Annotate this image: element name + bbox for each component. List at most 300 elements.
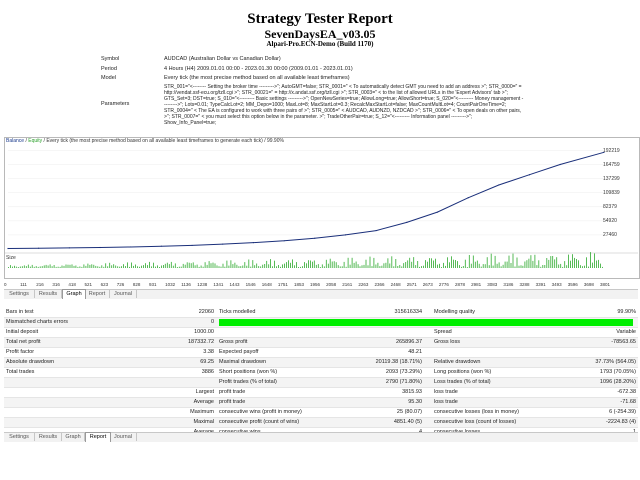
volume-bar bbox=[211, 263, 212, 268]
volume-bar bbox=[246, 266, 247, 268]
total-trades-label: Total trades bbox=[6, 369, 35, 375]
volume-bar bbox=[495, 256, 496, 268]
volume-bar bbox=[405, 262, 406, 268]
volume-bar bbox=[427, 262, 428, 268]
volume-bar bbox=[439, 264, 440, 268]
x-tick-label: 521 bbox=[84, 282, 93, 287]
volume-bar bbox=[250, 267, 251, 268]
expected-payoff-label: Expected payoff bbox=[219, 349, 259, 355]
volume-bar bbox=[332, 262, 333, 269]
max-cons-losses-value: 6 (-254.39) bbox=[609, 409, 636, 415]
volume-bar bbox=[30, 267, 31, 268]
volume-bar bbox=[18, 267, 19, 268]
volume-bar bbox=[413, 257, 414, 268]
volume-bar bbox=[260, 266, 261, 268]
volume-bar bbox=[350, 265, 351, 268]
volume-bar bbox=[324, 266, 325, 268]
top-tab-journal[interactable]: Journal bbox=[110, 290, 137, 298]
volume-bar bbox=[68, 265, 69, 268]
volume-bar bbox=[268, 264, 269, 268]
bottom-tab-results[interactable]: Results bbox=[35, 433, 62, 441]
volume-bar bbox=[401, 266, 402, 268]
balance-point bbox=[222, 244, 223, 245]
top-tab-graph[interactable]: Graph bbox=[62, 289, 86, 299]
volume-bar bbox=[8, 267, 9, 268]
volume-bar bbox=[189, 263, 190, 268]
volume-bar bbox=[14, 266, 15, 268]
max-cons-loss-value: -2224.83 (4) bbox=[606, 419, 636, 425]
volume-bar bbox=[437, 265, 438, 268]
volume-bar bbox=[157, 265, 158, 268]
y-tick-label: 27460 bbox=[603, 231, 617, 238]
volume-bar bbox=[511, 263, 512, 268]
volume-bar bbox=[143, 265, 144, 268]
volume-bar bbox=[393, 266, 394, 268]
volume-bar bbox=[326, 260, 327, 268]
table-row bbox=[4, 398, 638, 408]
volume-bar bbox=[294, 265, 295, 268]
balance-point bbox=[437, 212, 438, 213]
volume-bar bbox=[141, 266, 142, 268]
volume-bar bbox=[169, 264, 170, 268]
volume-bar bbox=[159, 267, 160, 268]
volume-bar bbox=[340, 266, 341, 268]
net-profit-value: 187332.72 bbox=[188, 339, 214, 345]
volume-bar bbox=[167, 263, 168, 268]
max-drawdown-value: 20119.38 (18.71%) bbox=[375, 359, 422, 365]
balance-point bbox=[130, 246, 131, 247]
volume-bar bbox=[244, 262, 245, 268]
volume-bar bbox=[205, 262, 206, 268]
volume-bar bbox=[229, 266, 230, 268]
x-tick-label: 111 bbox=[20, 282, 27, 287]
volume-bar bbox=[572, 254, 573, 268]
x-tick-label: 2058 bbox=[326, 282, 337, 287]
maximum-label: Maximum bbox=[190, 409, 214, 415]
volume-bar bbox=[272, 266, 273, 268]
tab-bar-top bbox=[4, 289, 638, 299]
balance-point bbox=[406, 222, 407, 223]
volume-bar bbox=[354, 263, 355, 268]
volume-bar bbox=[384, 263, 385, 268]
volume-bar bbox=[602, 267, 603, 268]
volume-bar bbox=[590, 252, 591, 268]
volume-bar bbox=[431, 258, 432, 268]
volume-bar bbox=[505, 262, 506, 268]
volume-bar bbox=[312, 262, 313, 268]
x-tick-label: 1341 bbox=[213, 282, 224, 287]
bottom-tab-settings[interactable]: Settings bbox=[4, 433, 35, 441]
volume-bar bbox=[179, 267, 180, 268]
volume-bar bbox=[95, 266, 96, 268]
volume-bar bbox=[151, 266, 152, 268]
volume-bar bbox=[88, 264, 89, 268]
volume-bar bbox=[84, 264, 85, 268]
x-tick-label: 1032 bbox=[165, 282, 176, 287]
x-tick-label: 2776 bbox=[438, 282, 449, 287]
max-cons-loss-label: consecutive loss (count of losses) bbox=[434, 419, 517, 425]
chart-header-sep: / bbox=[24, 138, 29, 144]
chart-plot bbox=[4, 137, 638, 277]
volume-bar bbox=[56, 267, 57, 268]
volume-bar bbox=[465, 260, 466, 268]
mismatched-label: Mismatched charts errors bbox=[6, 319, 69, 325]
volume-bar bbox=[356, 262, 357, 269]
volume-bar bbox=[411, 262, 412, 268]
volume-bar bbox=[121, 266, 122, 268]
balance-point bbox=[560, 164, 561, 165]
volume-bar bbox=[38, 267, 39, 268]
average-label: Average bbox=[193, 399, 214, 405]
volume-bar bbox=[225, 267, 226, 268]
bars-value: 22060 bbox=[198, 309, 214, 315]
volume-bar bbox=[556, 257, 557, 268]
x-tick-label: 3083 bbox=[487, 282, 498, 287]
balance-point bbox=[345, 234, 346, 235]
volume-bar bbox=[240, 266, 241, 268]
volume-bar bbox=[175, 263, 176, 268]
abs-drawdown-label: Absolute drawdown bbox=[6, 359, 55, 365]
volume-bar bbox=[191, 263, 192, 268]
largest-label: Largest bbox=[195, 389, 214, 395]
volume-bar bbox=[276, 266, 277, 268]
largest-profit-value: 3815.93 bbox=[402, 389, 422, 395]
volume-bar bbox=[334, 261, 335, 268]
volume-bar bbox=[161, 266, 162, 269]
x-tick-label: 2981 bbox=[471, 282, 482, 287]
maximal-label: Maximal bbox=[193, 419, 214, 425]
chart-header-equity: Equity bbox=[28, 138, 43, 144]
table-row bbox=[4, 308, 638, 318]
symbol-label: Symbol bbox=[101, 56, 120, 62]
volume-bar bbox=[374, 258, 375, 268]
x-tick-label: 316 bbox=[52, 282, 60, 287]
quality-label: Modelling quality bbox=[434, 309, 475, 315]
volume-bar bbox=[338, 265, 339, 268]
volume-bar bbox=[399, 265, 400, 268]
volume-bar bbox=[66, 265, 67, 269]
volume-bar bbox=[397, 266, 398, 268]
volume-bar bbox=[538, 260, 539, 268]
volume-bar bbox=[310, 261, 311, 269]
x-tick-label: 2161 bbox=[342, 282, 353, 287]
volume-bar bbox=[270, 259, 271, 268]
rel-drawdown-value: 37.73% (564.05) bbox=[595, 359, 636, 365]
volume-bar bbox=[501, 266, 502, 268]
volume-bar bbox=[564, 261, 565, 268]
volume-bar bbox=[76, 266, 77, 269]
gross-profit-label: Gross profit bbox=[219, 339, 248, 345]
max-cons-losses-label: consecutive losses (loss in money) bbox=[434, 409, 519, 415]
balance-point bbox=[7, 248, 8, 249]
volume-bar bbox=[82, 267, 83, 268]
volume-bar bbox=[537, 265, 538, 268]
volume-bar bbox=[288, 260, 289, 268]
volume-bar bbox=[342, 266, 343, 268]
volume-bar bbox=[262, 265, 263, 268]
volume-bar bbox=[463, 266, 464, 268]
volume-bar bbox=[28, 265, 29, 268]
volume-bar bbox=[197, 265, 198, 268]
volume-bar bbox=[24, 265, 25, 268]
volume-bar bbox=[503, 265, 504, 268]
volume-bar bbox=[203, 267, 204, 268]
volume-bar bbox=[435, 259, 436, 268]
volume-bar bbox=[429, 258, 430, 268]
avg-profit-value: 95.30 bbox=[408, 399, 422, 405]
volume-bar bbox=[147, 265, 148, 268]
volume-bar bbox=[50, 264, 51, 268]
volume-bar bbox=[252, 260, 253, 268]
volume-bar bbox=[314, 261, 315, 269]
volume-bar bbox=[445, 266, 446, 268]
volume-bar bbox=[52, 266, 53, 268]
largest-loss-value: -672.38 bbox=[617, 389, 636, 395]
volume-bar bbox=[580, 265, 581, 268]
volume-bar bbox=[441, 267, 442, 268]
volume-bar bbox=[80, 266, 81, 268]
balance-point bbox=[314, 238, 315, 239]
deposit-label: Initial deposit bbox=[6, 329, 39, 335]
max-cons-wins-label: consecutive wins (profit in money) bbox=[219, 409, 302, 415]
volume-bar bbox=[360, 266, 361, 268]
volume-bar bbox=[153, 263, 154, 268]
volume-bar bbox=[423, 266, 424, 268]
top-tab-settings[interactable]: Settings bbox=[4, 290, 35, 298]
volume-bar bbox=[248, 260, 249, 269]
volume-bar bbox=[433, 261, 434, 269]
balance-point bbox=[191, 245, 192, 246]
volume-bar bbox=[499, 262, 500, 268]
volume-bar bbox=[254, 265, 255, 268]
bottom-tab-journal[interactable]: Journal bbox=[110, 433, 137, 441]
volume-bar bbox=[521, 265, 522, 268]
x-tick-label: 3596 bbox=[567, 282, 578, 287]
loss-trades-label: Loss trades (% of total) bbox=[434, 379, 491, 385]
volume-bar bbox=[274, 261, 275, 268]
volume-bar bbox=[90, 265, 91, 268]
bottom-tab-report[interactable]: Report bbox=[85, 432, 111, 442]
largest-loss-label: loss trade bbox=[434, 389, 458, 395]
volume-bar bbox=[451, 256, 452, 268]
volume-bar bbox=[389, 264, 390, 269]
volume-bar bbox=[485, 264, 486, 268]
volume-bar bbox=[358, 264, 359, 268]
volume-bar bbox=[531, 255, 532, 268]
x-tick-label: 1853 bbox=[293, 282, 304, 287]
volume-bar bbox=[207, 265, 208, 268]
volume-bar bbox=[278, 265, 279, 268]
table-row bbox=[4, 358, 638, 368]
parameters-value: STR_001="<-------- Setting the broker time --------->"; AutoGMT=false; STR_0001=" < To automatically detect GMT you need to add an address >"; STR_0000=" = http://vendat.ssf-ecu.org/tzll.cgi >"; STR_00021=" = http://x.andat.ssf.org/tzll.cgi >"; STR_0003=" < to the list of allowed URLs in the 'Expert Advisors' tab >"; GTS_Set=3; DST=true; S_010="<--------- Basic settings --------->"; OpenNewSeries=true; AllowLong=true; AllowShort=true; S_020="<--------- Money management --------->"; Lots=0.01; TypeCalcLot=2; MM_Depo=1000; MaxLot=8; MaxStartLot=0.3; RecalcMaxStartLot=false; MaxCountMultLot=4; CountPairOneTime=2; STR_0004=" < The EA is configured to work with three pairs of >"; STR_0005=" < AUDCAD, AUDNZD, NZDCAD >"; STR_0006=" < To open deals on other pairs, >"; STR_0007=" < you must select this option below in the parameter. >"; TradeOtherPair=true; S_12="<--------- Information panel --------->"; Show_Info_Panel=true; bbox=[164, 84, 524, 126]
x-tick-label: 2263 bbox=[358, 282, 369, 287]
volume-bar bbox=[264, 264, 265, 268]
x-tick-label: 2571 bbox=[406, 282, 417, 287]
table-row bbox=[4, 318, 638, 328]
bars-label: Bars in test bbox=[6, 309, 34, 315]
volume-bar bbox=[187, 262, 188, 268]
volume-bar bbox=[54, 265, 55, 268]
volume-bar bbox=[467, 267, 468, 268]
volume-bar bbox=[366, 260, 367, 268]
deposit-value: 1000.00 bbox=[194, 329, 214, 335]
volume-bar bbox=[386, 263, 387, 268]
y-tick-label: 137299 bbox=[603, 175, 620, 182]
x-tick-label: 3493 bbox=[551, 282, 562, 287]
volume-bar bbox=[493, 266, 494, 268]
volume-bar bbox=[600, 264, 601, 268]
volume-bar bbox=[425, 260, 426, 268]
profit-factor-label: Profit factor bbox=[6, 349, 35, 355]
volume-bar bbox=[74, 266, 75, 268]
quality-bar bbox=[219, 319, 633, 326]
volume-bar bbox=[596, 261, 597, 269]
x-tick-label: 623 bbox=[100, 282, 109, 287]
volume-bar bbox=[523, 266, 524, 268]
period-label: Period bbox=[101, 66, 117, 72]
x-tick-label: 2468 bbox=[390, 282, 401, 287]
y-tick-label: 192219 bbox=[603, 147, 620, 154]
spread-label: Spread bbox=[434, 329, 452, 335]
volume-bar bbox=[235, 263, 236, 268]
volume-bar bbox=[552, 256, 553, 268]
y-tick-label: 109839 bbox=[603, 189, 620, 196]
volume-bar bbox=[362, 265, 363, 268]
volume-bar bbox=[570, 261, 571, 268]
volume-bar bbox=[461, 267, 462, 268]
gross-loss-value: -78563.65 bbox=[611, 339, 636, 345]
chart-header-rest: / Every tick (the most precise method based on all available least timeframes to generate each tick) / 99.90% bbox=[42, 138, 284, 144]
volume-bar bbox=[513, 254, 514, 268]
total-trades-value: 3886 bbox=[201, 369, 214, 375]
volume-bar bbox=[316, 265, 317, 268]
balance-line bbox=[8, 152, 604, 248]
volume-bar bbox=[231, 260, 232, 268]
x-tick-label: 3391 bbox=[535, 282, 546, 287]
avg-loss-label: loss trade bbox=[434, 399, 458, 405]
volume-bar bbox=[586, 257, 587, 268]
y-tick-label: 54920 bbox=[603, 217, 617, 224]
volume-bar bbox=[388, 258, 389, 268]
table-row bbox=[4, 388, 638, 398]
x-tick-label: 0 bbox=[4, 282, 7, 287]
volume-bar bbox=[258, 266, 259, 268]
volume-bar bbox=[115, 266, 116, 269]
volume-bar bbox=[368, 265, 369, 268]
balance-point bbox=[99, 247, 100, 248]
volume-bar bbox=[507, 262, 508, 268]
volume-bar bbox=[135, 265, 136, 269]
quality-value: 99.90% bbox=[617, 309, 636, 315]
table-row bbox=[4, 378, 638, 388]
volume-bar bbox=[215, 263, 216, 268]
volume-bar bbox=[322, 264, 323, 268]
volume-bar bbox=[491, 254, 492, 268]
volume-bar bbox=[91, 264, 92, 268]
x-tick-label: 3801 bbox=[600, 282, 611, 287]
x-tick-label: 3288 bbox=[519, 282, 530, 287]
volume-bar bbox=[584, 266, 585, 268]
volume-bar bbox=[34, 267, 35, 268]
volume-bar bbox=[290, 263, 291, 268]
table-row bbox=[4, 418, 638, 428]
volume-bar bbox=[40, 266, 41, 268]
avg-profit-label: profit trade bbox=[219, 399, 246, 405]
x-tick-label: 1751 bbox=[277, 282, 288, 287]
x-tick-label: 3698 bbox=[583, 282, 594, 287]
volume-bar bbox=[139, 267, 140, 268]
volume-bar bbox=[344, 262, 345, 268]
volume-bar bbox=[471, 264, 472, 268]
volume-bar bbox=[213, 263, 214, 268]
volume-bar bbox=[201, 266, 202, 269]
volume-bar bbox=[165, 264, 166, 268]
report-title: Strategy Tester Report bbox=[247, 11, 393, 27]
bottom-tab-graph[interactable]: Graph bbox=[62, 433, 85, 441]
volume-bar bbox=[568, 255, 569, 268]
table-row bbox=[4, 368, 638, 378]
x-tick-label: 2673 bbox=[422, 282, 433, 287]
ticks-label: Ticks modelled bbox=[219, 309, 256, 315]
volume-bar bbox=[149, 262, 150, 268]
volume-bar bbox=[237, 265, 238, 268]
x-tick-label: 3186 bbox=[503, 282, 514, 287]
volume-bar bbox=[546, 258, 547, 268]
volume-bar bbox=[475, 262, 476, 268]
volume-bar bbox=[330, 259, 331, 268]
ticks-value: 315616334 bbox=[394, 309, 422, 315]
volume-bar bbox=[99, 267, 100, 268]
volume-bar bbox=[550, 256, 551, 268]
volume-bar bbox=[117, 266, 118, 268]
volume-bar bbox=[421, 266, 422, 268]
volume-bar bbox=[97, 266, 98, 268]
volume-bar bbox=[32, 265, 33, 268]
volume-bar bbox=[562, 267, 563, 268]
x-tick-label: 1546 bbox=[245, 282, 256, 287]
volume-bar bbox=[469, 255, 470, 268]
volume-bar bbox=[10, 265, 11, 268]
x-tick-label: 216 bbox=[36, 282, 44, 287]
x-tick-label: 2878 bbox=[455, 282, 466, 287]
volume-bar bbox=[16, 267, 17, 268]
balance-point bbox=[161, 246, 162, 247]
volume-bar bbox=[125, 266, 126, 268]
long-positions-value: 1793 (70.05%) bbox=[599, 369, 636, 375]
max-cons-wins-value: 25 (80.07) bbox=[396, 409, 422, 415]
volume-bar bbox=[574, 258, 575, 268]
volume-bar bbox=[370, 257, 371, 268]
top-tab-results[interactable]: Results bbox=[35, 290, 62, 298]
volume-bar bbox=[483, 264, 484, 268]
top-tab-report[interactable]: Report bbox=[85, 290, 110, 298]
volume-bar bbox=[70, 265, 71, 268]
x-tick-label: 1136 bbox=[181, 282, 191, 287]
balance-point bbox=[468, 197, 469, 198]
x-tick-label: 1956 bbox=[310, 282, 321, 287]
expert-name: SevenDaysEA_v03.05 bbox=[264, 27, 376, 41]
volume-bar bbox=[372, 266, 373, 268]
volume-bar bbox=[185, 265, 186, 268]
tab-bar-bottom bbox=[4, 432, 638, 442]
balance-point bbox=[283, 240, 284, 241]
volume-bar bbox=[163, 265, 164, 268]
table-row bbox=[4, 408, 638, 418]
volume-bar bbox=[145, 263, 146, 268]
volume-bar bbox=[473, 256, 474, 269]
volume-bar bbox=[544, 265, 545, 268]
volume-bar bbox=[447, 257, 448, 268]
